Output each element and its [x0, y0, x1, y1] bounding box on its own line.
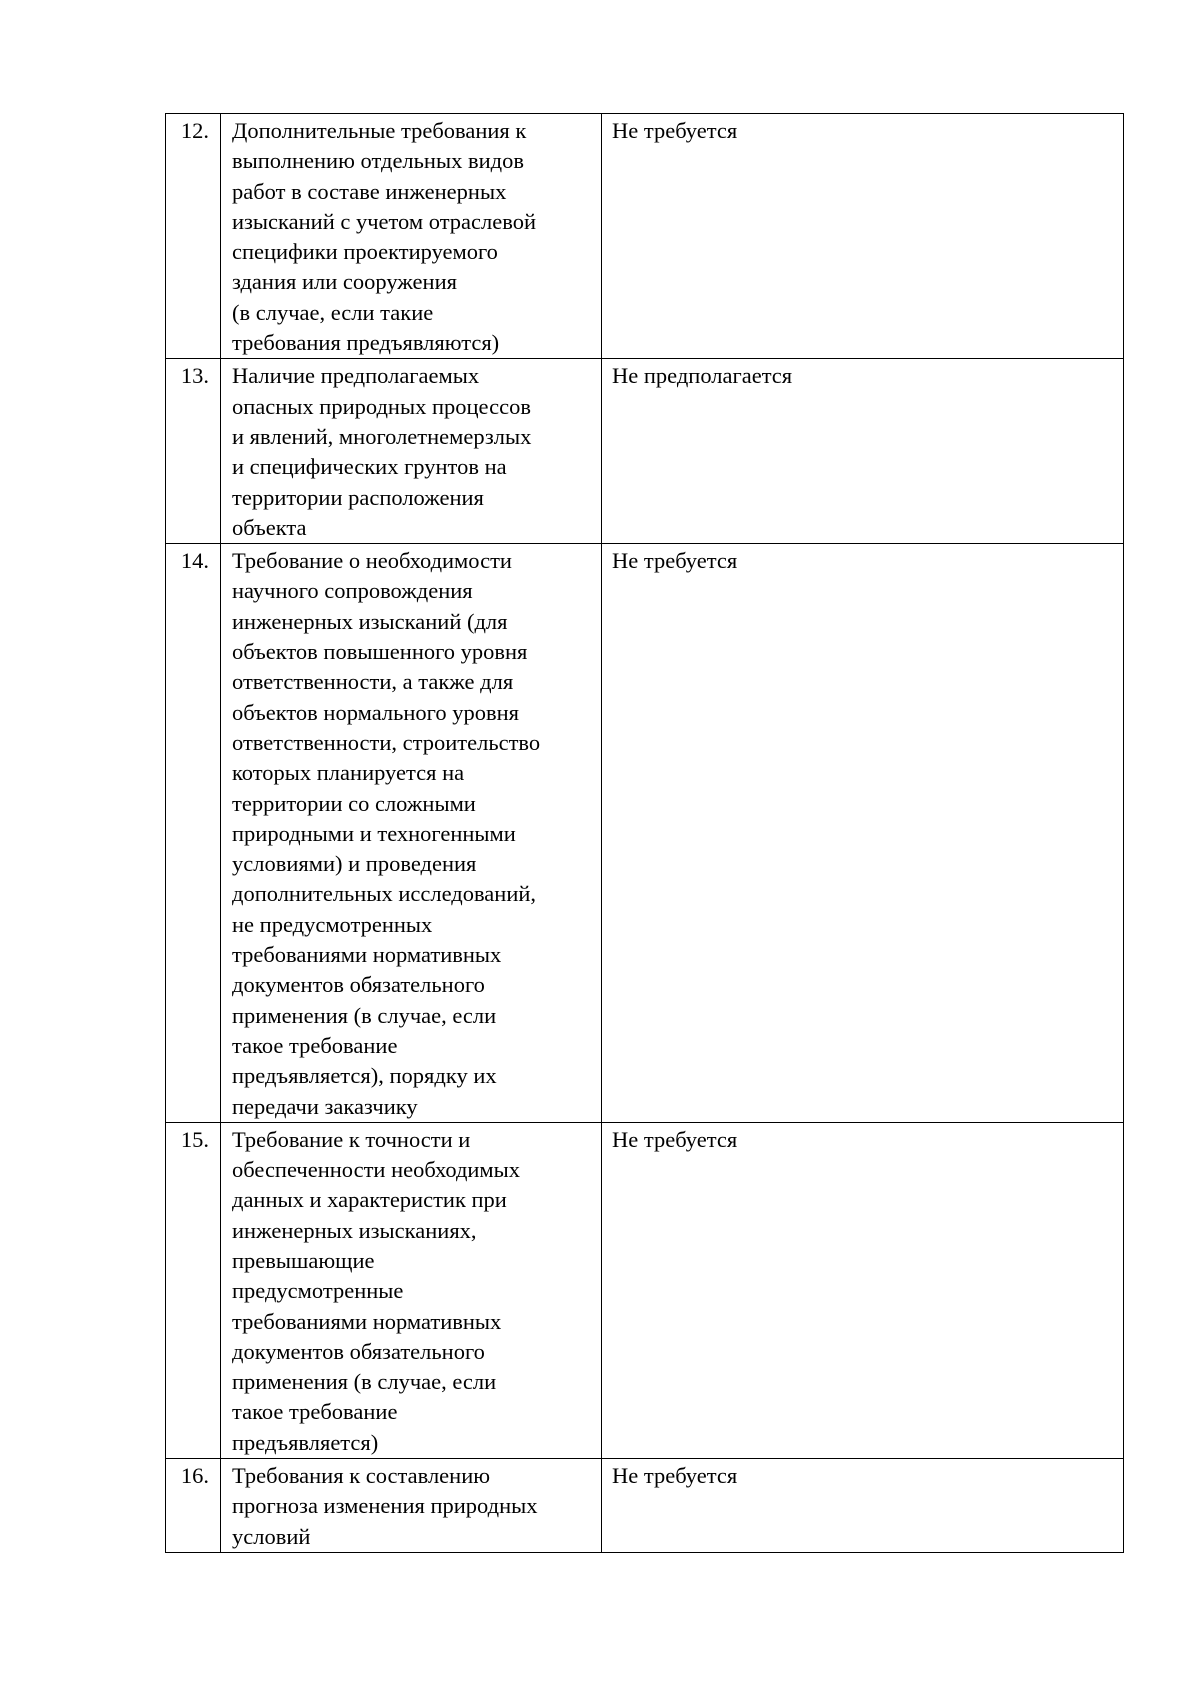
description-line: документов обязательного [232, 972, 485, 998]
description-line: специфики проектируемого [232, 239, 498, 265]
requirements-table [165, 113, 1124, 1553]
description-line: природными и техногенными [232, 820, 516, 846]
description-line: требованиями нормативных [232, 1308, 502, 1334]
table-row-13 [166, 359, 1124, 544]
row-description-cell [221, 359, 602, 544]
description-line: изысканий с учетом отраслевой [232, 208, 537, 234]
table-row-16 [166, 1459, 1124, 1553]
description-line: научного сопровождения [232, 578, 473, 604]
description-line: территории со сложными [232, 790, 476, 816]
table-row-14 [166, 544, 1124, 1123]
description-line: инженерных изысканиях, [232, 1217, 477, 1243]
description-line: ответственности, а также для [232, 669, 514, 695]
description-line: территории расположения [232, 484, 484, 510]
row-value-cell [602, 1122, 1124, 1458]
row-value-cell [602, 1459, 1124, 1553]
description-line: работ в составе инженерных [232, 178, 507, 204]
description-line: документов обязательного [232, 1338, 485, 1364]
description-line: инженерных изысканий (для [232, 608, 508, 634]
description-line: (в случае, если такие [232, 299, 434, 325]
description-line: обеспеченности необходимых [232, 1157, 521, 1183]
description-line: применения (в случае, если [232, 1002, 497, 1028]
row-description-cell [221, 544, 602, 1123]
row-number: 15. [180, 1126, 209, 1152]
row-value: Не требуется [612, 548, 738, 574]
description-line: предъявляется), порядку их [232, 1063, 497, 1089]
row-number-cell [166, 359, 221, 544]
description-line: объекта [232, 514, 307, 540]
description-line: предъявляется) [232, 1429, 379, 1455]
row-value: Не требуется [612, 118, 738, 143]
description-line: такое требование [232, 1399, 398, 1425]
description-line: объектов повышенного уровня [232, 639, 528, 665]
row-number: 13. [180, 363, 209, 389]
table-row-15 [166, 1122, 1124, 1458]
row-number-cell [166, 1122, 221, 1458]
description-line: ответственности, строительство [232, 729, 541, 755]
description-line: такое требование [232, 1032, 398, 1058]
description-line: применения (в случае, если [232, 1369, 497, 1395]
description-line: выполнению отдельных видов [232, 148, 524, 174]
description-line: данных и характеристик при [232, 1187, 507, 1213]
row-value: Не предполагается [612, 363, 793, 389]
description-line: Дополнительные требования к [232, 118, 527, 143]
row-number: 14. [180, 548, 209, 574]
row-description-cell [221, 1459, 602, 1553]
row-value-cell [602, 544, 1124, 1123]
row-number-cell [166, 1459, 221, 1553]
row-value-cell [602, 114, 1124, 359]
row-value: Не требуется [612, 1463, 738, 1489]
description-line: передачи заказчику [232, 1093, 418, 1119]
description-line: превышающие [232, 1247, 375, 1273]
row-number: 12. [180, 118, 209, 143]
description-line: опасных природных процессов [232, 393, 531, 419]
description-line: прогноза изменения природных [232, 1493, 538, 1519]
description-line: требованиями нормативных [232, 942, 502, 968]
row-value-cell [602, 359, 1124, 544]
description-line: Требование к точности и [232, 1126, 471, 1152]
requirements-table-body [166, 114, 1124, 1553]
table-row-12 [166, 114, 1124, 359]
description-line: Требования к составлению [232, 1463, 491, 1489]
description-line: требования предъявляются) [232, 330, 500, 356]
description-line: условий [232, 1523, 311, 1549]
description-line: не предусмотренных [232, 911, 433, 937]
description-line: которых планируется на [232, 760, 465, 786]
row-number-cell [166, 544, 221, 1123]
row-number: 16. [180, 1463, 209, 1489]
row-description-cell [221, 114, 602, 359]
description-line: предусмотренные [232, 1278, 404, 1304]
description-line: условиями) и проведения [232, 851, 477, 877]
description-line: Наличие предполагаемых [232, 363, 480, 389]
description-line: и явлений, многолетнемерзлых [232, 423, 532, 449]
row-value: Не требуется [612, 1126, 738, 1152]
description-line: дополнительных исследований, [232, 881, 537, 907]
description-line: Требование о необходимости [232, 548, 512, 574]
description-line: здания или сооружения [232, 269, 457, 295]
description-line: объектов нормального уровня [232, 699, 519, 725]
description-line: и специфических грунтов на [232, 454, 507, 480]
row-description-cell [221, 1122, 602, 1458]
row-number-cell [166, 114, 221, 359]
